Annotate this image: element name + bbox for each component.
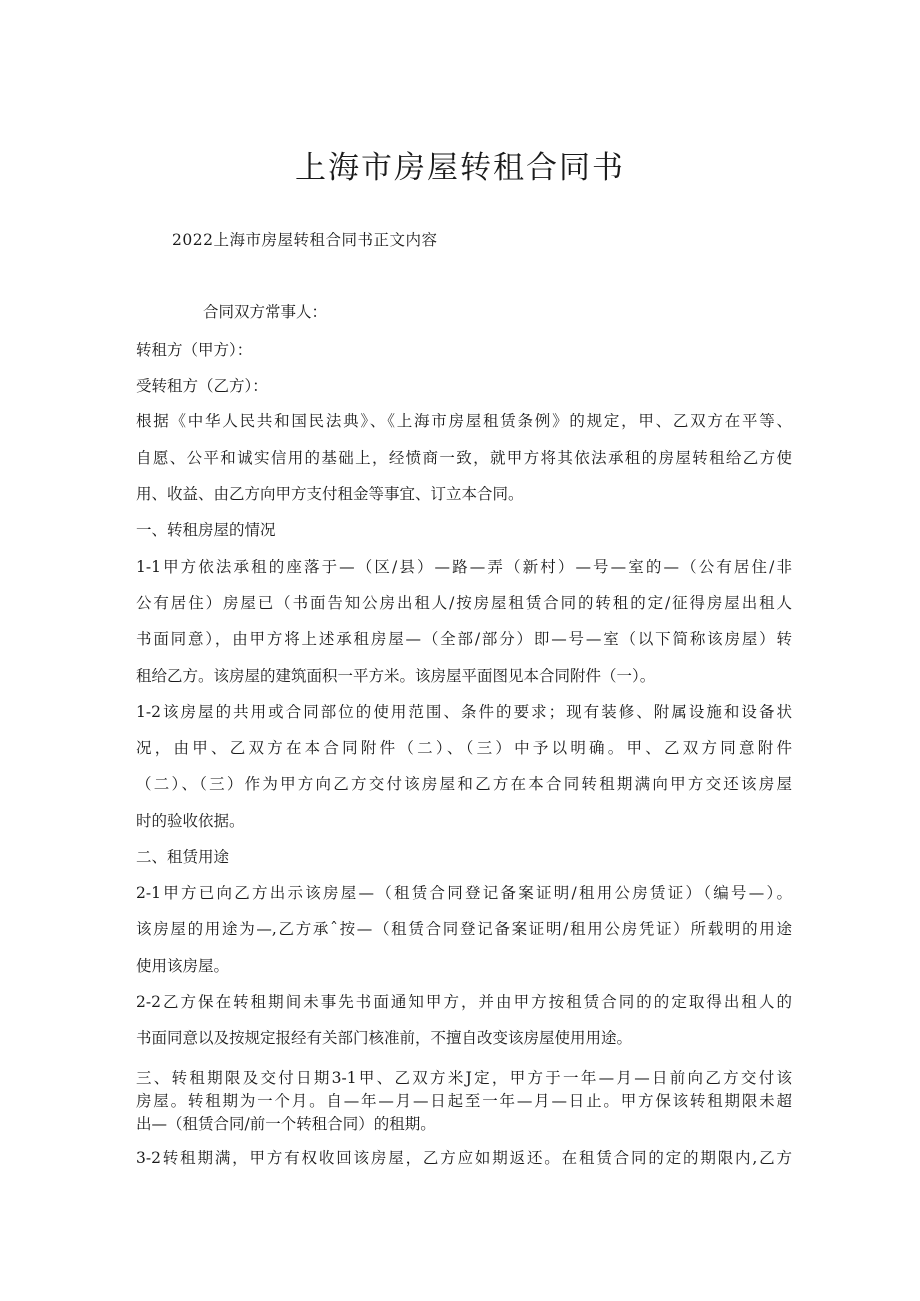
text-line: 转租方（甲方）： — [136, 341, 253, 359]
text-line: 自愿、公平和诚实信用的基础上，经愤商一致，就甲方将其依法承租的房屋转租给乙方使 — [136, 449, 792, 467]
text-line: 出—（租赁合同/前一个转租合同）的租期。 — [136, 1115, 436, 1133]
document-title: 上海市房屋转租合同书 — [295, 150, 625, 186]
text-line: 使用该房屋。 — [136, 957, 230, 975]
text-line: 合同双方常事人： — [203, 303, 328, 321]
section-heading: 三、转租期限及交付日期3-1甲、乙双方米J定，甲方于一年—月—日前向乙方交付该 — [136, 1069, 792, 1087]
text-line: 书面同意以及按规定报经有关部门核准前，不擅自改变该房屋使用用途。 — [136, 1029, 633, 1047]
text-line: 房屋。转租期为一个月。自—年—月—日起至一年—月—日止。甲方保该转租期限未超 — [136, 1092, 792, 1110]
text-line: 3-2转租期满，甲方有权收回该房屋，乙方应如期返还。在租赁合同的定的期限内,乙方 — [136, 1149, 792, 1167]
document-subtitle: 2022上海市房屋转租合同书正文内容 — [172, 231, 438, 249]
text-line: 书面同意），由甲方将上述承租房屋—（全部/部分）即—号—室（以下简称该房屋）转 — [136, 630, 792, 648]
text-line: 时的验收依据。 — [136, 812, 245, 830]
section-heading: 一、转租房屋的情况 — [136, 521, 276, 539]
text-line: 况，由甲、乙双方在本合同附件（二）、（三）中予以明确。甲、乙双方同意附件 — [136, 739, 792, 757]
text-line: 1-2该房屋的共用或合同部位的使用范围、条件的要求；现有装修、附属设施和设备状 — [136, 703, 792, 721]
text-line: 公有居住）房屋已（书面告知公房出租人/按房屋租赁合同的转租的定/征得房屋出租人 — [136, 594, 792, 612]
text-line: 租给乙方。该房屋的建筑面积一平方米。该房屋平面图见本合同附件（一）。 — [136, 667, 656, 685]
text-line: 2-1甲方已向乙方出示该房屋—（租赁合同登记备案证明/租用公房赁证）（编号—）。 — [136, 884, 792, 902]
text-line: （二）、（三）作为甲方向乙方交付该房屋和乙方在本合同转租期满向甲方交还该房屋 — [136, 775, 792, 793]
text-line: 用、收益、由乙方向甲方支付租金等事宜、订立本合同。 — [136, 485, 524, 503]
section-heading: 二、租赁用途 — [136, 848, 230, 866]
text-line: 该房屋的用途为—,乙方承ˆ按—（租赁合同登记备案证明/租用公房凭证）所载明的用途 — [136, 920, 792, 938]
text-line: 根据《中华人民共和国民法典》、《上海市房屋租赁条例》的规定，甲、乙双方在平等、 — [136, 412, 792, 430]
text-line: 1-1甲方依法承租的座落于—（区/县）—路—弄（新村）—号—室的—（公有居住/非 — [136, 558, 792, 576]
text-line: 2-2乙方保在转租期间未事先书面通知甲方，并由甲方按租赁合同的的定取得出租人的 — [136, 993, 792, 1011]
text-line: 受转租方（乙方）： — [136, 377, 268, 395]
